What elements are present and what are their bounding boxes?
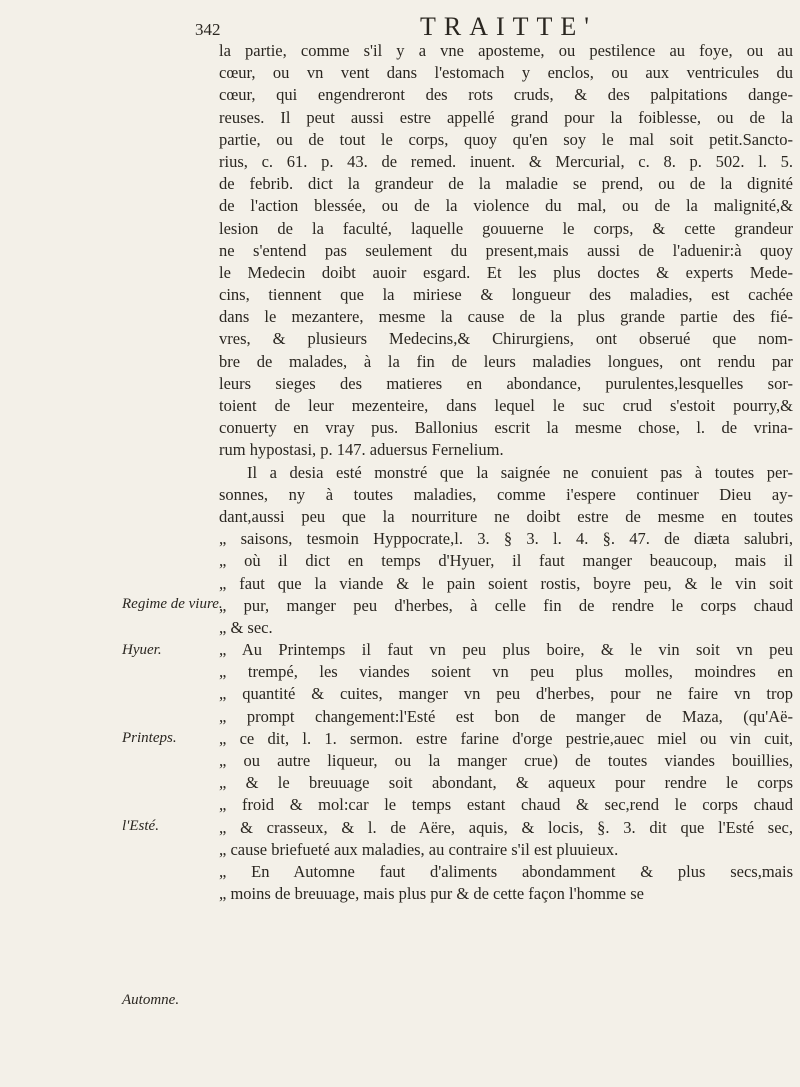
- text-line: „ ou autre liqueur, ou la manger crue) de toutes viandes bouillies,: [219, 751, 793, 770]
- text-line: rius, c. 61. p. 43. de remed. inuent. & Mercurial, c. 8. p. 502. l. 5.: [219, 151, 793, 171]
- text-line: vres, & plusieurs Medecins,& Chirurgiens, ont obserué que nom-: [219, 329, 793, 349]
- margin-note-automne: Automne.: [122, 992, 180, 1008]
- text-line: „ où il dict en temps d'Hyuer, il faut manger beaucoup, mais il: [219, 551, 793, 571]
- text-line: „ prompt changement:l'Esté est bon de manger de Maza, (qu'Aë-: [219, 706, 793, 726]
- text-line: reuses. Il peut aussi estre appellé grand pour la foiblesse, ou de la: [219, 107, 793, 127]
- margin-note-hyuer: Hyuer.: [122, 642, 162, 658]
- text-line: Il a desia esté monstré que la saignée ne conuient pas à toutes per-: [247, 462, 793, 482]
- text-line: „ froid & mol:car le temps estant chaud & sec,rend le corps chaud: [219, 795, 793, 815]
- text-line: „ cause briefueté aux maladies, au contraire s'il est pluuieux.: [219, 839, 619, 859]
- text-line: partie, ou de tout le corps, quoy qu'en soy le mal soit petit.Sancto-: [219, 129, 793, 149]
- text-line: le Medecin doibt auoir esgard. Et les plus doctes & experts Mede-: [219, 262, 793, 282]
- text-line: cœur, ou vn vent dans l'estomach y enclos, ou aux ventricules du: [219, 63, 793, 83]
- text-line: „ & sec.: [219, 617, 273, 637]
- text-line: sonnes, ny à toutes maladies, comme i'espere continuer Dieu ay-: [219, 484, 793, 504]
- page-number: 342: [195, 20, 221, 39]
- text-line: de l'action blessée, ou de la violence du mal, ou de la malignité,&: [219, 196, 793, 216]
- text-line: dant,aussi peu que la nourriture ne doibt estre de mesme en toutes: [219, 506, 793, 526]
- text-line: „ & crasseux, & l. de Aëre, aquis, & locis, §. 3. dit que l'Esté sec,: [219, 817, 793, 837]
- text-line: ne s'entend pas seulement du present,mais aussi de l'aduenir:à quoy: [219, 240, 793, 260]
- text-line: „ & le breuuage soit abondant, & aqueux pour rendre le corps: [219, 773, 793, 793]
- text-line: „ quantité & cuites, manger vn peu d'herbes, pour ne faire vn trop: [219, 684, 793, 704]
- text-line: leurs sieges des matieres en abondance, purulentes,lesquelles sor-: [219, 373, 793, 393]
- text-line: „ En Automne faut d'aliments abondamment & plus secs,mais: [219, 861, 793, 881]
- text-line: cins, tiennent que la miriese & longueur des maladies, est cachée: [219, 285, 793, 305]
- text-line: toient de leur mezenteire, dans lequel le suc crud s'estoit pourry,&: [219, 396, 793, 415]
- text-line: cœur, qui engendreront des rots cruds, & des palpitations dange-: [219, 85, 793, 105]
- text-line: „ trempé, les viandes soient vn peu plus molles, moindres en: [219, 662, 793, 682]
- margin-note-printeps: Printeps.: [122, 730, 177, 746]
- text-line: dans le mezantere, mesme la cause de la plus grande partie des fié-: [219, 307, 793, 327]
- text-line: „ moins de breuuage, mais plus pur & de cette façon l'homme se: [219, 884, 644, 904]
- text-line: „ ce dit, l. 1. sermon. estre farine d'orge pestrie,auec miel ou vin cuit,: [219, 728, 793, 748]
- text-line: „ faut que la viande & le pain soient rostis, boyre peu, & le vin soit: [219, 573, 793, 593]
- margin-note-este: l'Esté.: [122, 818, 159, 834]
- running-head: [195, 8, 795, 40]
- text-line: „ pur, manger peu d'herbes, à celle fin de rendre le corps chaud: [219, 595, 793, 615]
- text-line: lesion de la faculté, laquelle gouuerne le corps, & cette grandeur: [219, 218, 793, 238]
- text-line: „ Au Printemps il faut vn peu plus boire, & le vin soit vn peu: [219, 640, 793, 660]
- text-line: rum hypostasi, p. 147. aduersus Fernelium.: [219, 440, 504, 460]
- text-line: la partie, comme s'il y a vne apostemе, ou pestilence au foye, ou au: [219, 41, 793, 60]
- margin-note-regime: Regime de viure.: [122, 596, 223, 612]
- running-title: TRAITTE': [420, 12, 597, 41]
- body-text: [219, 40, 793, 905]
- text-line: „ saisons, tesmoin Hyppocrate,l. 3. § 3. l. 4. §. 47. de diæta salubri,: [219, 529, 793, 549]
- text-line: de febrib. dict la grandeur de la maladie se prend, ou de la dignité: [219, 174, 793, 194]
- text-line: conuerty en vray pus. Ballonius escrit la mesme chose, l. de vrina-: [219, 418, 793, 438]
- text-line: bre de malades, à la fin de leurs maladies longues, ont rendu par: [219, 351, 793, 371]
